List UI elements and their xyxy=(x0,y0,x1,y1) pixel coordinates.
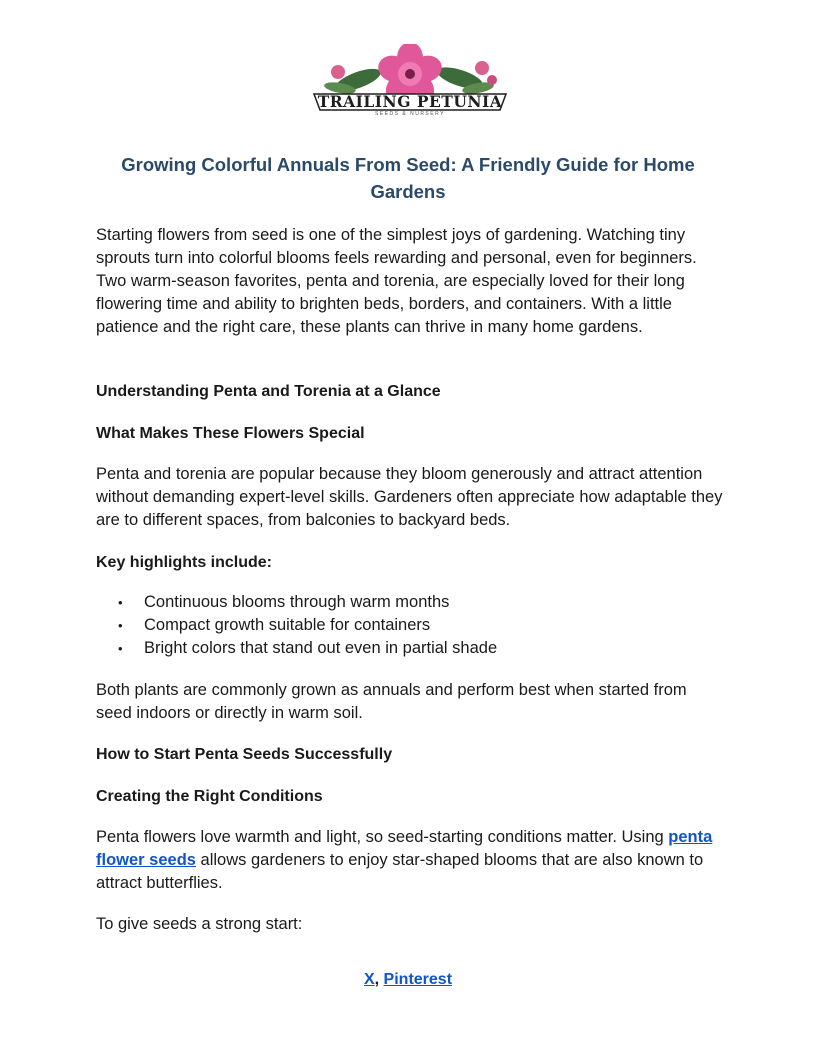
x-link[interactable]: X xyxy=(363,971,375,988)
heading-start: How to Start Penta Seeds Successfully xyxy=(96,746,393,763)
list-item: • Continuous blooms through warm months xyxy=(96,591,497,614)
penta-seeds-link[interactable]: penta flower seeds xyxy=(96,828,713,869)
pinterest-link[interactable]: Pinterest xyxy=(383,971,453,988)
conditions-text-before: Penta flowers love warmth and light, so seed-starting conditions matter. Using xyxy=(96,828,669,846)
list-item: • Compact growth suitable for containers xyxy=(96,614,497,637)
social-links xyxy=(0,969,816,991)
annuals-paragraph: Both plants are commonly grown as annuals and perform best when started from seed indoors or directly in warm soil. xyxy=(96,681,687,722)
conditions-paragraph xyxy=(96,826,724,895)
highlights-list xyxy=(96,591,497,660)
logo-tagline: SEEDS & NURSERY xyxy=(375,111,445,117)
heading-conditions: Creating the Right Conditions xyxy=(96,788,323,805)
heading-understanding: Understanding Penta and Torenia at a Glance xyxy=(96,383,441,400)
strong-start-paragraph: To give seeds a strong start: xyxy=(96,915,303,933)
logo-wordmark: TRAILING PETUNIA xyxy=(317,92,503,111)
heading-highlights: Key highlights include: xyxy=(96,554,273,571)
list-item: • Bright colors that stand out even in partial shade xyxy=(96,637,497,660)
heading-special: What Makes These Flowers Special xyxy=(96,425,365,442)
article-title: Growing Colorful Annuals From Seed: A Friendly Guide for Home Gardens xyxy=(121,154,695,202)
special-paragraph: Penta and torenia are popular because they bloom generously and attract attention without demanding expert-level skills. Gardeners often appreciate how adaptable they are to different spaces, from balconies to backyard beds. xyxy=(96,465,723,529)
conditions-text-after: allows gardeners to enjoy star-shaped blooms that are also known to attract butterflies. xyxy=(96,851,704,892)
brand-logo xyxy=(310,44,510,124)
intro-paragraph: Starting flowers from seed is one of the simplest joys of gardening. Watching tiny sprouts turn into colorful blooms feels rewarding and personal, even for beginners. Two warm-season favorites, penta and torenia, are especially loved for their long flowering time and ability to brighten beds, borders, and containers. With a little patience and the right care, these plants can thrive in many home gardens. xyxy=(96,226,697,336)
link-separator: , xyxy=(374,971,384,988)
